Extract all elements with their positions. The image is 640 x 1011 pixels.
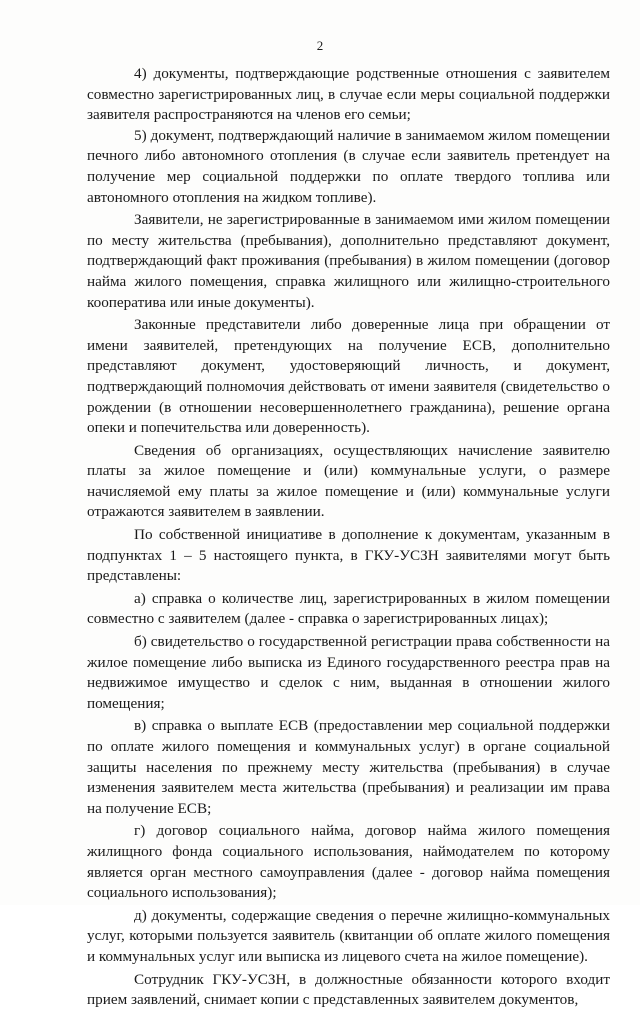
page-number: 2 (316, 38, 324, 53)
paragraph-unregistered-applicants: Заявители, не зарегистрированные в занимаемом ими жилом помещении по месту жительства (пребывания), дополнительно представляют документ, подтверждающий факт проживания (пребывания) в жилом помещении (договор найма жилого помещения, справка жилищного или жилищно-строительного кооператива или иные документы). (87, 211, 610, 311)
paragraph-item-4-kinship-documents: 4) документы, подтверждающие родственные отношения с заявителем совместно зарегистрированных лиц, в случае если меры социальной поддержки заявителя распространяются на членов его семьи; (87, 65, 610, 124)
list-item-c-payment-certificate: в) справка о выплате ЕСВ (предоставлении мер социальной поддержки по оплате жилого помещения и коммунальных услуг) в органе социальной защиты населения по прежнему месту жительства (пребывания) в случае изменения заявителем места жительства (пребывания) и реализации им права на получение ЕСВ; (87, 717, 610, 817)
paragraph-staff-copies: Сотрудник ГКУ-УСЗН, в должностные обязанности которого входит прием заявлений, снимает копии с представленных заявителем документов, (87, 970, 610, 1009)
paragraph-organization-info: Сведения об организациях, осуществляющих начисление заявителю платы за жилое помещение и (или) коммунальные услуги, о размере начисляемой ему платы за жилое помещение и (или) коммунальные услуги отражаются заявителем в заявлении. (87, 441, 610, 521)
paragraph-legal-representatives: Законные представители либо доверенные лица при обращении от имени заявителей, претендующих на получение ЕСВ, дополнительно представляют документ, удостоверяющий личность, и документ, подтверждающий полномочия действовать от имени заявителя (свидетельство о рождении (в отношении несовершеннолетнего гражданина), решение органа опеки и попечительства или доверенность). (87, 316, 610, 437)
paragraph-own-initiative-documents: По собственной инициативе в дополнение к документам, указанным в подпунктах 1 – 5 настоящего пункта, в ГКУ-УСЗН заявителями могут быть представлены: (87, 526, 610, 585)
list-item-a-registered-persons: а) справка о количестве лиц, зарегистрированных в жилом помещении совместно с заявителем (далее - справка о зарегистрированных лицах); (87, 589, 610, 628)
paragraph-item-5-heating-document: 5) документ, подтверждающий наличие в занимаемом жилом помещении печного либо автономного отопления (в случае если заявитель претендует на получение мер социальной поддержки по оплате твердого топлива или автономного отопления на жидком топливе). (87, 126, 610, 206)
list-item-e-utility-documents: д) документы, содержащие сведения о перечне жилищно-коммунальных услуг, которыми пользуется заявитель (квитанции об оплате жилого помещения и коммунальных услуг или выписка из лицевого счета на жилое помещение). (87, 906, 610, 965)
list-item-b-ownership-certificate: б) свидетельство о государственной регистрации права собственности на жилое помещение либо выписка из Единого государственного реестра прав на недвижимое имущество и сделок с ним, выданная в отношении жилого помещения; (87, 633, 610, 712)
document-body (87, 64, 610, 1011)
list-item-d-lease-agreement: г) договор социального найма, договор найма жилого помещения жилищного фонда социального использования, наймодателем по которому является орган местного самоуправления (далее - договор найма помещения социального использования); (87, 822, 610, 902)
